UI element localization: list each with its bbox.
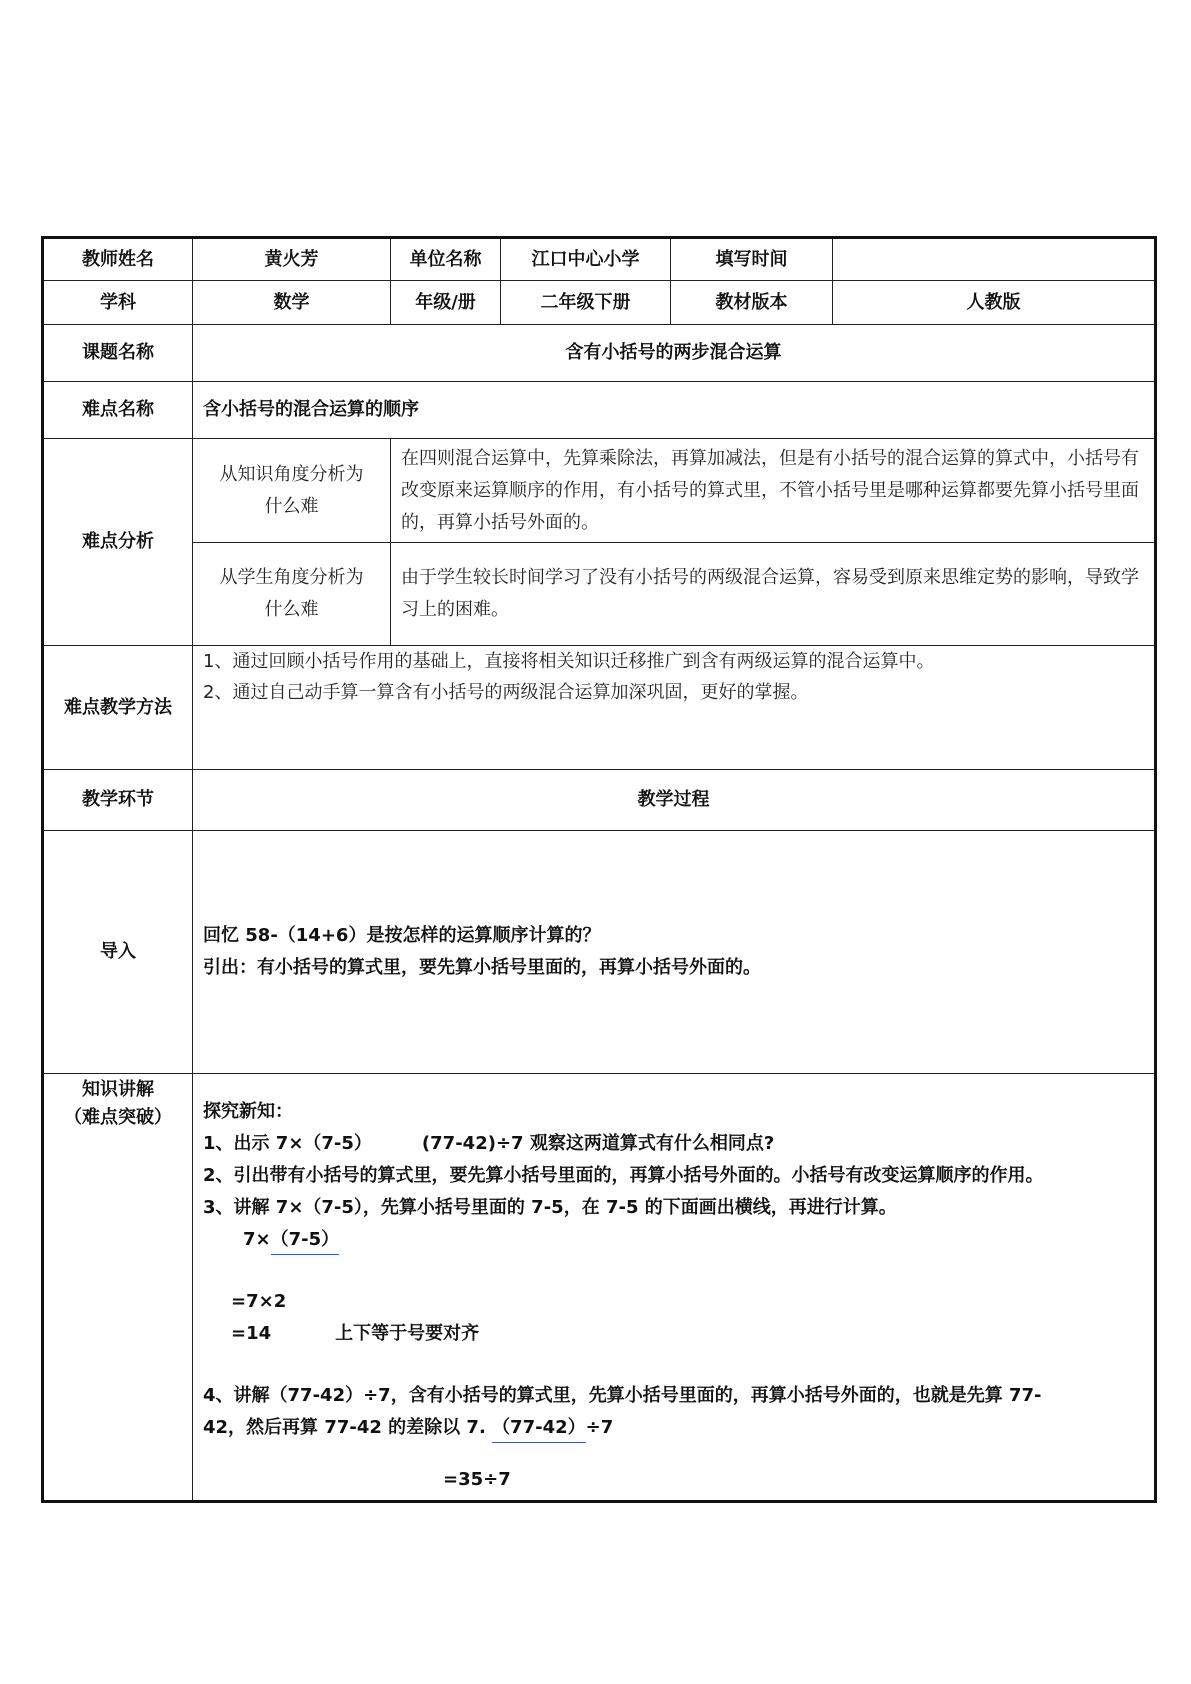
subject-value: 数学 <box>193 281 391 325</box>
difficulty-label: 难点名称 <box>43 382 193 439</box>
example2-step1: =35÷7 <box>443 1469 511 1490</box>
lesson-plan-table <box>41 236 1157 1503</box>
knowledge-heading: 探究新知： <box>203 1101 293 1122</box>
knowledge-content <box>193 1074 1156 1502</box>
intro-line: 回忆 58-（14+6）是按怎样的运算顺序计算的？ <box>203 925 601 946</box>
analysis-row-knowledge <box>43 439 1156 543</box>
method-item: 2、通过自己动手算一算含有小括号的两级混合运算加深巩固，更好的掌握。 <box>203 682 809 703</box>
knowledge-item-1 <box>203 1128 1144 1160</box>
date-label: 填写时间 <box>671 238 833 281</box>
knowledge-label <box>43 1074 193 1502</box>
method-content <box>193 646 1156 770</box>
unit-label: 单位名称 <box>391 238 501 281</box>
example1-prefix: 7× <box>243 1229 271 1250</box>
unit-value: 江口中心小学 <box>501 238 671 281</box>
knowledge-label-line: （难点突破） <box>64 1107 172 1128</box>
intro-row <box>43 831 1156 1074</box>
grade-value: 二年级下册 <box>501 281 671 325</box>
student-angle-label: 从学生角度分析为什么难 <box>193 543 391 646</box>
knowledge-angle-label: 从知识角度分析为什么难 <box>193 439 391 543</box>
analysis-label: 难点分析 <box>43 439 193 646</box>
item1-expression-a: 1、出示 7×（7-5） <box>203 1133 372 1154</box>
example1-step2-line <box>203 1318 1144 1350</box>
item1-expression-b: (77-42)÷7 观察这两道算式有什么相同点? <box>421 1133 775 1154</box>
difficulty-value: 含小括号的混合运算的顺序 <box>193 382 1156 439</box>
header-row-1 <box>43 238 1156 281</box>
edition-label: 教材版本 <box>671 281 833 325</box>
difficulty-row <box>43 382 1156 439</box>
topic-value: 含有小括号的两步混合运算 <box>193 325 1156 382</box>
intro-line: 引出：有小括号的算式里，要先算小括号里面的，再算小括号外面的。 <box>203 957 761 978</box>
teacher-value: 黄火芳 <box>193 238 391 281</box>
process-header-row <box>43 770 1156 831</box>
example1-step2: =14 <box>231 1323 272 1344</box>
method-row <box>43 646 1156 770</box>
example1-underlined-paren: （7-5） <box>271 1228 340 1255</box>
header-row-2 <box>43 281 1156 325</box>
intro-content <box>193 831 1156 1074</box>
knowledge-item-2: 2、引出带有小括号的算式里，要先算小括号里面的，再算小括号外面的。小括号有改变运算顺序的作用。 <box>203 1165 1044 1186</box>
analysis-row-student <box>43 543 1156 646</box>
knowledge-item-4-line2 <box>203 1412 1144 1444</box>
grade-label: 年级/册 <box>391 281 501 325</box>
process-title: 教学过程 <box>193 770 1156 831</box>
date-value <box>833 238 1156 281</box>
student-angle-text: 由于学生较长时间学习了没有小括号的两级混合运算，容易受到原来思维定势的影响，导致学习上的困难。 <box>391 543 1156 646</box>
item4-divisor: ÷7 <box>585 1417 614 1438</box>
process-stage-label: 教学环节 <box>43 770 193 831</box>
topic-label: 课题名称 <box>43 325 193 382</box>
knowledge-label-line: 知识讲解 <box>82 1079 154 1100</box>
knowledge-item-3: 3、讲解 7×（7-5），先算小括号里面的 7-5，在 7-5 的下面画出横线，再进行计算。 <box>203 1197 897 1218</box>
knowledge-row <box>43 1074 1156 1502</box>
knowledge-angle-text: 在四则混合运算中，先算乘除法，再算加减法，但是有小括号的混合运算的算式中，小括号有改变原来运算顺序的作用，有小括号的算式里，不管小括号里是哪种运算都要先算小括号里面的，再算小括号外面的。 <box>391 439 1156 543</box>
intro-label: 导入 <box>43 831 193 1074</box>
example1-expression <box>203 1224 1144 1256</box>
topic-row <box>43 325 1156 382</box>
edition-value: 人教版 <box>833 281 1156 325</box>
item4-text: 42，然后再算 77-42 的差除以 7. <box>203 1417 486 1438</box>
subject-label: 学科 <box>43 281 193 325</box>
item4-underlined-paren: （77-42） <box>492 1416 586 1443</box>
method-label: 难点教学方法 <box>43 646 193 770</box>
example1-step1: =7×2 <box>231 1291 287 1312</box>
teacher-label: 教师姓名 <box>43 238 193 281</box>
method-item: 1、通过回顾小括号作用的基础上，直接将相关知识迁移推广到含有两级运算的混合运算中。 <box>203 651 935 672</box>
knowledge-item-4-line1: 4、讲解（77-42）÷7，含有小括号的算式里，先算小括号里面的，再算小括号外面的，也就是先算 77- <box>203 1385 1042 1406</box>
example1-note: 上下等于号要对齐 <box>335 1323 480 1344</box>
